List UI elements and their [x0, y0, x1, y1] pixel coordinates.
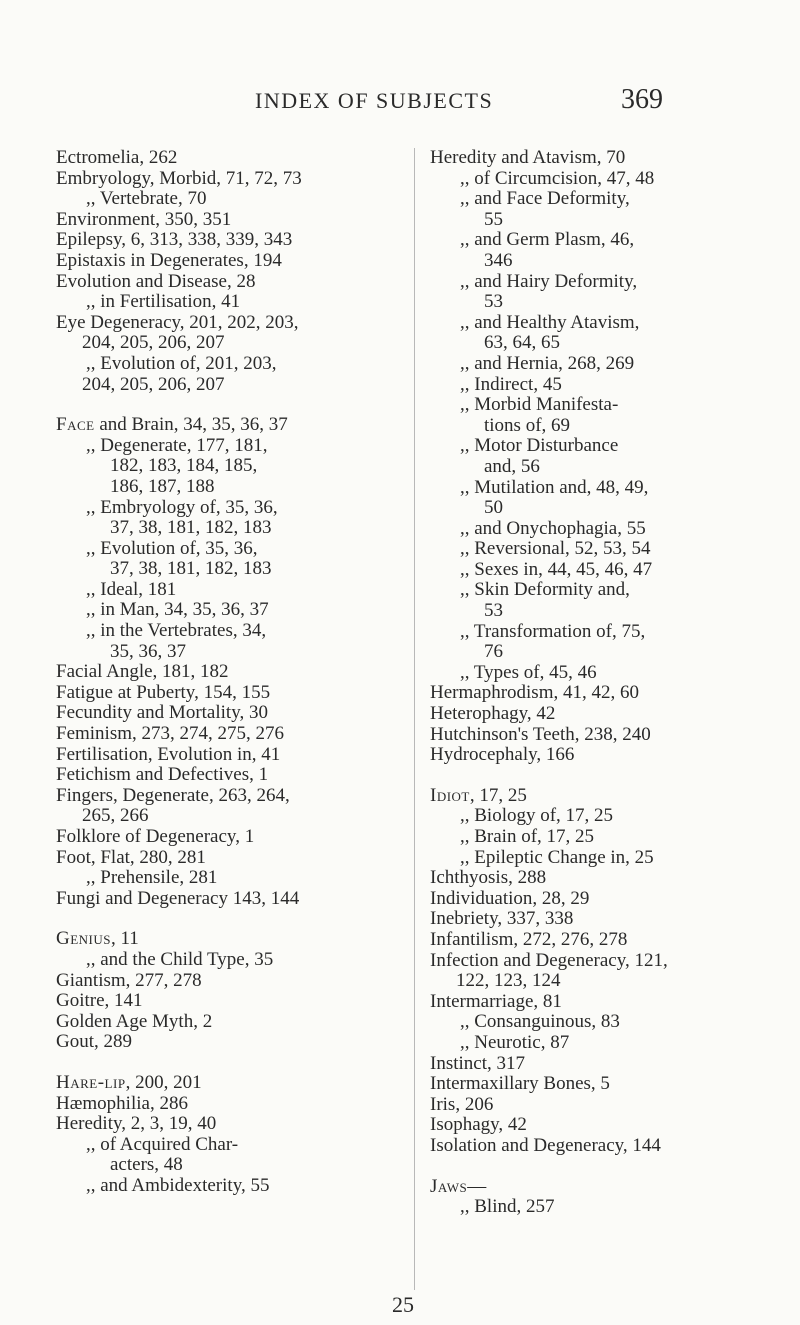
- index-entry: Ichthyosis, 288: [430, 867, 547, 889]
- index-entry: Fetichism and Defectives, 1: [56, 764, 269, 786]
- index-entry: Environment, 350, 351: [56, 208, 232, 230]
- index-subentry: ,, in Fertilisation, 41: [86, 291, 241, 313]
- index-subentry: ,, and Face Deformity,: [460, 188, 630, 210]
- index-entry-continuation: acters, 48: [110, 1154, 183, 1176]
- index-subentry: ,, Transformation of, 75,: [460, 620, 646, 642]
- index-entry: Fungi and Degeneracy 143, 144: [56, 887, 300, 909]
- index-entry: Epilepsy, 6, 313, 338, 339, 343: [56, 229, 293, 251]
- index-subentry: ,, Motor Disturbance: [460, 435, 619, 457]
- index-entry-continuation: 265, 266: [82, 805, 149, 827]
- index-entry-continuation: 63, 64, 65: [484, 332, 560, 354]
- index-entry: Fecundity and Mortality, 30: [56, 702, 268, 724]
- index-entry: Intermarriage, 81: [430, 990, 562, 1012]
- index-entry: Hutchinson's Teeth, 238, 240: [430, 723, 651, 745]
- index-subentry: ,, in the Vertebrates, 34,: [86, 620, 267, 642]
- index-entry: Eye Degeneracy, 201, 202, 203,: [56, 311, 299, 333]
- index-entry: Goitre, 141: [56, 990, 143, 1012]
- index-subentry: ,, Neurotic, 87: [460, 1031, 570, 1053]
- index-subentry: ,, Degenerate, 177, 181,: [86, 434, 268, 456]
- index-entry-continuation: 186, 187, 188: [110, 475, 215, 497]
- index-subentry: ,, Mutilation and, 48, 49,: [460, 476, 649, 498]
- index-entry: Embryology, Morbid, 71, 72, 73: [56, 167, 302, 189]
- index-subentry: ,, Blind, 257: [460, 1196, 555, 1218]
- entry-text: , 200, 201: [125, 1071, 202, 1093]
- index-entry: Fertilisation, Evolution in, 41: [56, 743, 281, 765]
- index-entry: [430, 1177, 775, 1198]
- index-subentry: ,, Brain of, 17, 25: [460, 826, 595, 847]
- entry-text: —: [467, 1175, 487, 1197]
- page-header: [0, 84, 800, 118]
- index-entry: Evolution and Disease, 28: [56, 270, 256, 292]
- index-entry-continuation: 76: [484, 641, 503, 663]
- index-entry: Infantilism, 272, 276, 278: [430, 928, 628, 950]
- index-entry: Fingers, Degenerate, 263, 264,: [56, 784, 290, 806]
- entry-text: , 11: [111, 928, 139, 950]
- index-entry-continuation: 204, 205, 206, 207: [82, 373, 225, 395]
- index-subentry: ,, Biology of, 17, 25: [460, 805, 614, 827]
- index-entry: Epistaxis in Degenerates, 194: [56, 249, 282, 271]
- index-subentry: ,, Sexes in, 44, 45, 46, 47: [460, 558, 653, 580]
- index-subentry: ,, Skin Deformity and,: [460, 579, 630, 601]
- index-subentry: ,, Vertebrate, 70: [86, 188, 207, 210]
- section-lead-word: Hare-lip: [56, 1071, 126, 1093]
- index-subentry: ,, Embryology of, 35, 36,: [86, 496, 278, 518]
- index-entry: Folklore of Degeneracy, 1: [56, 826, 255, 847]
- section-lead-word: Face: [56, 414, 95, 436]
- index-column-left: [56, 148, 396, 1197]
- section-lead-word: Genius: [56, 928, 111, 950]
- index-entry: Ectromelia, 262: [56, 147, 178, 168]
- index-subentry: ,, of Circumcision, 47, 48: [460, 167, 655, 189]
- index-subentry: ,, and Hairy Deformity,: [460, 270, 638, 292]
- index-entry: Heredity, 2, 3, 19, 40: [56, 1113, 217, 1135]
- index-entry: [56, 929, 396, 950]
- index-entry: Instinct, 317: [430, 1052, 525, 1074]
- index-entry: Golden Age Myth, 2: [56, 1010, 213, 1032]
- section-gap: [56, 909, 396, 929]
- index-entry: Heredity and Atavism, 70: [430, 147, 626, 168]
- index-entry-continuation: 55: [484, 208, 503, 230]
- index-subentry: ,, Prehensile, 281: [86, 867, 218, 889]
- index-subentry: ,, and Healthy Atavism,: [460, 311, 640, 333]
- index-entry: Individuation, 28, 29: [430, 887, 590, 909]
- index-column-right: [430, 148, 775, 1218]
- section-gap: [430, 1157, 775, 1177]
- index-subentry: ,, and Hernia, 268, 269: [460, 352, 635, 374]
- page-number: 369: [621, 84, 663, 115]
- index-entry: Iris, 206: [430, 1093, 494, 1115]
- index-subentry: ,, Ideal, 181: [86, 578, 177, 600]
- index-entry: Isophagy, 42: [430, 1114, 527, 1136]
- index-entry: [56, 1073, 396, 1094]
- index-entry-continuation: and, 56: [484, 455, 540, 477]
- index-entry: Infection and Degeneracy, 121,: [430, 949, 668, 971]
- index-subentry: ,, in Man, 34, 35, 36, 37: [86, 599, 269, 621]
- index-entry-continuation: 37, 38, 181, 182, 183: [110, 558, 272, 580]
- index-entry-continuation: 346: [484, 249, 513, 271]
- index-entry-continuation: 37, 38, 181, 182, 183: [110, 517, 272, 539]
- index-subentry: ,, Morbid Manifesta-: [460, 394, 619, 416]
- index-entry: [430, 786, 775, 807]
- index-entry: Isolation and Degeneracy, 144: [430, 1134, 661, 1156]
- running-title: INDEX OF SUBJECTS: [255, 88, 494, 113]
- index-subentry: ,, and Ambidexterity, 55: [86, 1174, 270, 1196]
- index-subentry: ,, Evolution of, 201, 203,: [86, 352, 277, 374]
- index-entry-continuation: 50: [484, 497, 503, 519]
- index-entry: Hermaphrodism, 41, 42, 60: [430, 682, 639, 704]
- entry-text: , 17, 25: [469, 784, 527, 806]
- index-entry-continuation: 122, 123, 124: [456, 970, 561, 992]
- index-entry-continuation: 53: [484, 600, 503, 622]
- index-entry: Intermaxillary Bones, 5: [430, 1073, 610, 1095]
- index-entry-continuation: 35, 36, 37: [110, 640, 186, 662]
- index-entry: Hæmophilia, 286: [56, 1092, 188, 1114]
- index-entry: [56, 415, 396, 436]
- index-entry-continuation: 53: [484, 291, 503, 313]
- index-subentry: ,, Types of, 45, 46: [460, 661, 597, 683]
- index-entry-continuation: 204, 205, 206, 207: [82, 332, 225, 354]
- index-entry: Gout, 289: [56, 1031, 132, 1053]
- section-lead-word: Idiot: [430, 784, 470, 806]
- index-entry: Hydrocephaly, 166: [430, 744, 575, 766]
- signature-mark: 25: [392, 1292, 414, 1317]
- index-entry-continuation: tions of, 69: [484, 414, 571, 436]
- index-entry: Heterophagy, 42: [430, 703, 556, 725]
- index-entry: Feminism, 273, 274, 275, 276: [56, 723, 285, 745]
- index-entry: Facial Angle, 181, 182: [56, 661, 229, 683]
- index-subentry: ,, Epileptic Change in, 25: [460, 846, 654, 868]
- index-subentry: ,, and the Child Type, 35: [86, 948, 274, 970]
- index-subentry: ,, and Onychophagia, 55: [460, 517, 646, 539]
- section-lead-word: Jaws: [430, 1175, 468, 1197]
- index-subentry: ,, Evolution of, 35, 36,: [86, 537, 258, 559]
- column-divider: [414, 148, 415, 1290]
- index-entry: Fatigue at Puberty, 154, 155: [56, 681, 271, 703]
- index-subentry: ,, Consanguinous, 83: [460, 1011, 620, 1033]
- section-gap: [430, 766, 775, 786]
- section-gap: [56, 395, 396, 415]
- index-subentry: ,, of Acquired Char-: [86, 1133, 239, 1155]
- index-entry: Giantism, 277, 278: [56, 969, 202, 991]
- entry-text: and Brain, 34, 35, 36, 37: [94, 414, 288, 436]
- index-entry: Foot, Flat, 280, 281: [56, 846, 206, 868]
- index-subentry: ,, Reversional, 52, 53, 54: [460, 538, 651, 560]
- index-subentry: ,, Indirect, 45: [460, 373, 562, 395]
- index-entry-continuation: 182, 183, 184, 185,: [110, 455, 258, 477]
- section-gap: [56, 1053, 396, 1073]
- index-entry: Inebriety, 337, 338: [430, 908, 574, 930]
- index-subentry: ,, and Germ Plasm, 46,: [460, 229, 635, 251]
